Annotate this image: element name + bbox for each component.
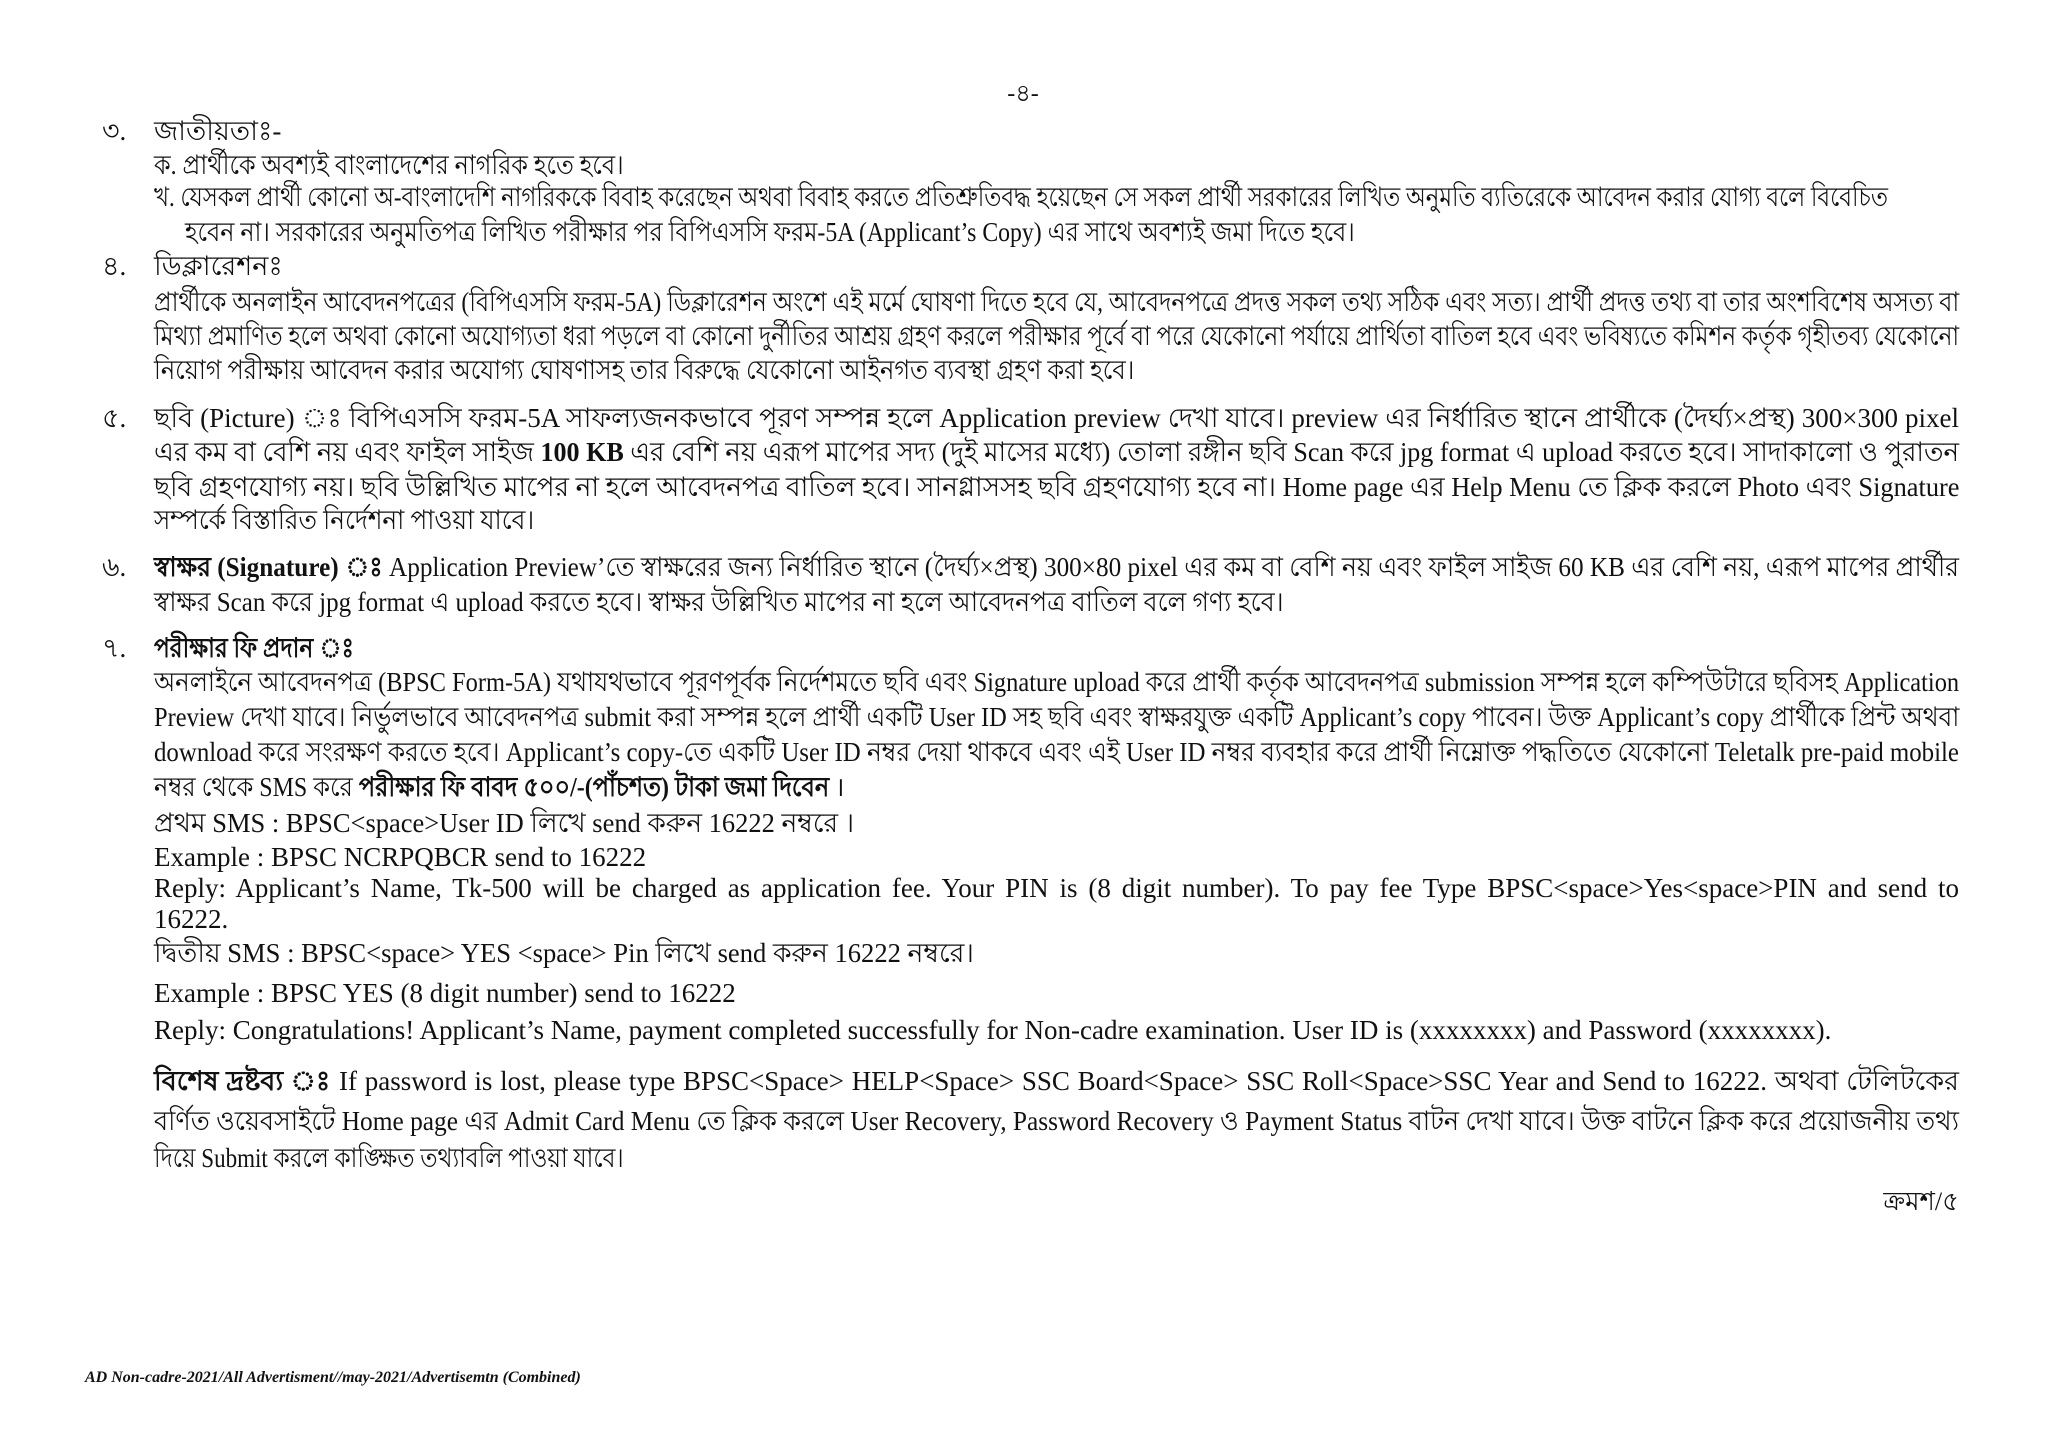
nationality-item-b-line: খ. যেসকল প্রার্থী কোনো অ-বাংলাদেশি নাগরিককে বিবাহ করেছেন অথবা বিবাহ করতে প্রতিশ্রুতিবদ্ধ হয়েছেন সে সকল প্রার্থী সরকারের লিখিত অনুমতি ব্যতিরেকে আবেদন করার যোগ্য বলে বিবেচিত — [154, 182, 1888, 212]
section-fee — [90, 631, 1970, 1047]
signature-label: স্বাক্ষর (Signature) ঃ — [154, 552, 383, 582]
signature-line — [154, 550, 1959, 584]
picture-line: সম্পর্কে বিস্তারিত নির্দেশনা পাওয়া যাবে। — [154, 505, 535, 535]
special-note-line — [154, 1064, 1959, 1098]
first-sms-reply: Reply: Applicant’s Name, Tk-500 will be charged as application fee. Your PIN is (8 digit number). To pay fee Type BPSC<space>Yes<space>PIN and send to — [154, 873, 1959, 903]
picture-line-text: এর বেশি নয় এরূপ মাপের সদ্য (দুই মাসের মধ্যে) তোলা রঙ্গীন ছবি Scan করে jpg format এ upload করতে হবে। সাদাকালো ও পুরাতন — [630, 437, 1960, 467]
picture-line-text: এর কম বা বেশি নয় এবং ফাইল সাইজ — [154, 437, 534, 467]
section-heading: ডিক্লারেশনঃ — [154, 251, 283, 281]
fee-line — [154, 770, 844, 804]
fee-line: Preview দেখা যাবে। নির্ভুলভাবে আবেদনপত্র submit করা সম্পন্ন হলে প্রার্থী একটি User ID সহ ছবি এবং স্বাক্ষরযুক্ত একটি Applicant’s copy পাবেন। উক্ত Applicant’s copy প্রার্থীকে প্রিন্ট অথবা — [154, 702, 1960, 732]
fee-line: download করে সংরক্ষণ করতে হবে। Applicant’s copy-তে একটি User ID নম্বর দেয়া থাকবে এবং এই User ID নম্বর ব্যবহার করে প্রার্থী নিম্নোক্ত পদ্ধতিতে যেকোনো Teletalk pre-paid mobile — [154, 737, 1959, 767]
section-heading: পরীক্ষার ফি প্রদান ঃ — [154, 633, 354, 663]
footer-reference: AD Non-cadre-2021/All Advertisment//may-2021/Advertisemtn (Combined) — [85, 1369, 581, 1386]
declaration-line: মিথ্যা প্রমাণিত হলে অথবা কোনো অযোগ্যতা ধরা পড়লে বা কোনো দুর্নীতির আশ্রয় গ্রহণ করলে পরীক্ষার পূর্বে বা পরে যেকোনো পর্যায়ে প্রার্থিতা বাতিল হবে এবং ভবিষ্যতে কমিশন কর্তৃক গৃহীতব্য যেকোনো — [154, 321, 1960, 351]
first-sms-reply: 16222. — [154, 904, 229, 934]
fee-amount-note: পরীক্ষার ফি বাবদ ৫০০/-(পাঁচশত) টাকা জমা দিবেন — [358, 772, 830, 802]
picture-size-limit: 100 KB — [540, 437, 624, 467]
picture-line: ছবি (Picture) ঃ বিপিএসসি ফরম-5A সাফল্যজনকভাবে পূরণ সম্পন্ন হলে Application preview দেখা যাবে। preview এর নির্ধারিত স্থানে প্রার্থীকে (দৈর্ঘ্য×প্রস্থ) 300×300 pixel — [154, 403, 1959, 433]
section-number: ৪. — [102, 251, 127, 281]
nationality-item-a: ক. প্রার্থীকে অবশ্যই বাংলাদেশের নাগরিক হতে হবে। — [154, 150, 624, 180]
section-number: ৫. — [102, 403, 127, 433]
section-number: ৭. — [102, 633, 127, 663]
section-number: ৩. — [102, 116, 127, 146]
section-picture — [90, 401, 1970, 537]
special-note-text: If password is lost, please type BPSC<Space> HELP<Space> SSC Board<Space> SSC Roll<Space>SSC Year and Send to 16222. অথবা টেলিটকের — [339, 1066, 1959, 1096]
signature-line: স্বাক্ষর Scan করে jpg format এ upload করতে হবে। স্বাক্ষর উল্লিখিত মাপের না হলে আবেদনপত্র বাতিল বলে গণ্য হবে। — [154, 587, 1284, 617]
continued-marker: ক্রমশ/৫ — [1883, 1187, 1959, 1216]
special-note-line: বর্ণিত ওয়েবসাইটে Home page এর Admit Card Menu তে ক্লিক করলে User Recovery, Password Recovery ও Payment Status বাটন দেখা যাবে। উক্ত বাটনে ক্লিক করে প্রয়োজনীয় তথ্য — [154, 1106, 1959, 1136]
first-sms-example: Example : BPSC NCRPQBCR send to 16222 — [154, 842, 647, 872]
picture-line: ছবি গ্রহণযোগ্য নয়। ছবি উল্লিখিত মাপের না হলে আবেদনপত্র বাতিল হবে। সানগ্লাসসহ ছবি গ্রহণযোগ্য হবে না। Home page এর Help Menu তে ক্লিক করলে Photo এবং Signature — [154, 472, 1960, 502]
second-sms-example: Example : BPSC YES (8 digit number) send to 16222 — [154, 978, 736, 1008]
section-nationality — [90, 114, 1970, 249]
special-note-label: বিশেষ দ্রষ্টব্য ঃ — [154, 1066, 332, 1096]
nationality-item-b-line: হবেন না। সরকারের অনুমতিপত্র লিখিত পরীক্ষার পর বিপিএসসি ফরম-5A (Applicant’s Copy) এর সাথে অবশ্যই জমা দিতে হবে। — [185, 217, 1355, 247]
declaration-line: প্রার্থীকে অনলাইন আবেদনপত্রের (বিপিএসসি ফরম-5A) ডিক্লারেশন অংশে এই মর্মে ঘোষণা দিতে হবে যে, আবেদনপত্রে প্রদত্ত সকল তথ্য সঠিক এবং সত্য। প্রার্থী প্রদত্ত তথ্য বা তার অংশবিশেষ অসত্য বা — [154, 287, 1960, 317]
section-heading: জাতীয়তাঃ- — [154, 116, 282, 146]
second-sms-reply: Reply: Congratulations! Applicant’s Name, payment completed successfully for Non-cadre examination. User ID is (xxxxxxxx) and Password (xxxxxxxx). — [154, 1015, 1832, 1045]
section-number: ৬. — [102, 552, 127, 582]
signature-line-text: Application Preview’তে স্বাক্ষরের জন্য নির্ধারিত স্থানে (দৈর্ঘ্য×প্রস্থ) 300×80 pixel এর কম বা বেশি নয় এবং ফাইল সাইজ 60 KB এর বেশি নয়, এরূপ মাপের প্রার্থীর — [389, 552, 1960, 582]
section-special-note — [90, 1064, 1970, 1175]
second-sms-instruction: দ্বিতীয় SMS : BPSC<space> YES <space> Pin লিখে send করুন 16222 নম্বরে। — [154, 938, 974, 968]
page-number: -৪- — [1007, 81, 1039, 107]
declaration-line: নিয়োগ পরীক্ষায় আবেদন করার অযোগ্য ঘোষণাসহ তার বিরুদ্ধে যেকোনো আইনগত ব্যবস্থা গ্রহণ করা হবে। — [154, 355, 1135, 385]
fee-line-text: নম্বর থেকে SMS করে — [154, 772, 353, 802]
section-signature — [90, 550, 1970, 619]
first-sms-instruction: প্রথম SMS : BPSC<space>User ID লিখে send করুন 16222 নম্বরে । — [154, 808, 855, 838]
picture-line — [154, 435, 1959, 469]
section-declaration — [90, 249, 1970, 387]
fee-line-text: । — [835, 772, 845, 802]
special-note-line: দিয়ে Submit করলে কাঙ্ক্ষিত তথ্যাবলি পাওয়া যাবে। — [154, 1143, 624, 1173]
fee-line: অনলাইনে আবেদনপত্র (BPSC Form-5A) যথাযথভাবে পূরণপূর্বক নির্দেশমতে ছবি এবং Signature upload করে প্রার্থী কর্তৃক আবেদনপত্র submission সম্পন্ন হলে কম্পিউটারে ছবিসহ Application — [154, 667, 1960, 697]
